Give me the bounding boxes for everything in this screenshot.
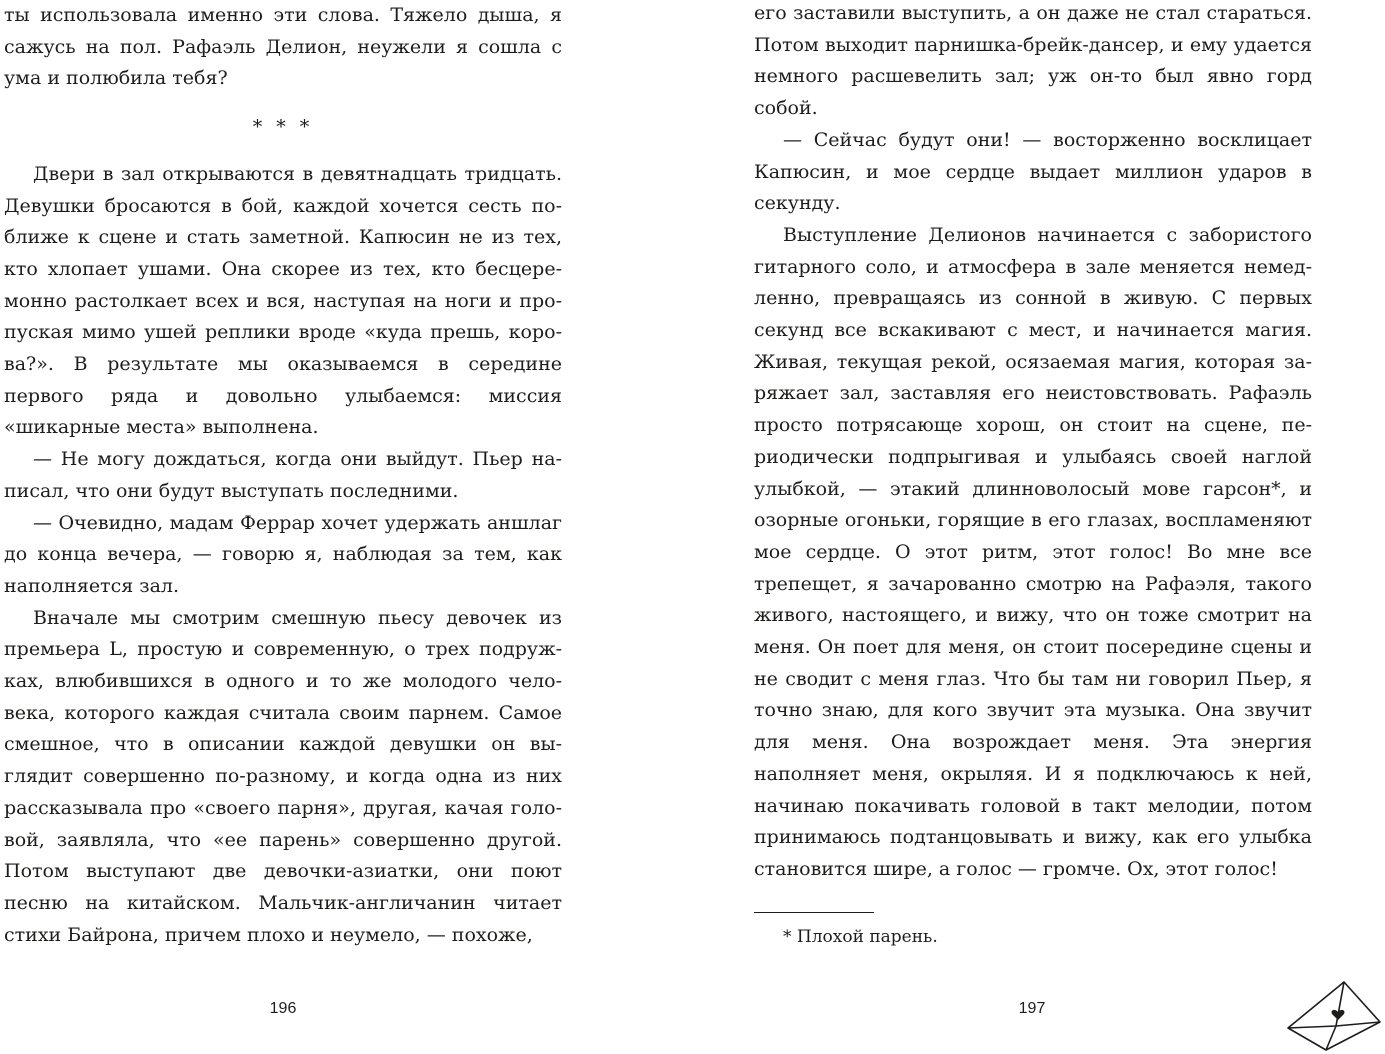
footnote: * Плохой парень. [783,927,938,947]
page-number-right: 197 [1018,1000,1046,1017]
page-number-left: 196 [269,1000,297,1017]
section-separator: * * * [252,116,314,139]
envelope-heart-icon [1286,976,1382,1054]
dialogue-paragraph: — Сейчас будут они! — восторженно восклицает Капюсин, и мое сердце выдает миллион ударов в секунду. [754,128,1312,215]
paragraph: Вначале мы смотрим смешную пьесу девочек из премьера L, простую и современную, о трех подружках, влюбившихся в одного и то же молодого человека, которого каждая считала своим парнем. Самое смешное, что в описании каждой девушки он выглядит совершенно по-разному, и когда одна из них рассказывала про «своего парня», другая, качая головой, заявляла, что «ее парень» совершенно другой. Потом выступают две девочки-азиатки, они поют песню на китайском. Мальчик-англичанин читает стихи Байрона, причем плохо и неумело, — похоже, [4,606,562,946]
left-page-text [4,0,562,951]
right-page-text [754,0,1312,886]
footnote-divider [754,912,874,913]
dialogue-paragraph: — Не могу дождаться, когда они выйдут. Пьер написал, что они будут выступать последними. [4,448,562,502]
paragraph: Двери в зал открываются в девятнадцать тридцать. Девушки бросаются в бой, каждой хочется сесть поближе к сцене и стать заметной. Капюсин не из тех, кто хлопает ушами. Она скорее из тех, кто бесцеремонно растолкает всех и вся, наступая на ноги и пропуская мимо ушей реплики вроде «куда прешь, корова?». В результате мы оказываемся в середине первого ряда и довольно улыбаемся: миссия «шикарные места» выполнена. [4,162,562,439]
paragraph: ты использовала именно эти слова. Тяжело дыша, я сажусь на пол. Рафаэль Делион, неужели я сошла с ума и полюбила тебя? [4,4,562,90]
paragraph: Выступление Делионов начинается с забористого гитарного соло, и атмосфера в зале меняется немедленно, превращаясь из сонной в живую. С первых секунд все вскакивают с мест, и начинается магия. Живая, текущая рекой, осязаемая магия, которая заряжает зал, заставляя его неистовствовать. Рафаэль просто потрясающе хорош, он стоит на сцене, периодически подпрыгивая и улыбаясь своей наглой улыбкой, — этакий длинноволосый мове гарсон*, и озорные огоньки, горящие в его глазах, воспламеняют мое сердце. О этот ритм, этот голос! Во мне все трепещет, я зачарованно смотрю на Рафаэля, такого живого, настоящего, и вижу, что он тоже смотрит на меня. Он поет для меня, он стоит посередине сцены и не сводит с меня глаз. Что бы там ни говорил Пьер, я точно знаю, для кого звучит эта музыка. Она звучит для меня. Она возрождает меня. Эта энергия наполняет меня, окрыляя. И я подключаюсь к ней, начинаю покачивать головой в такт мелодии, потом принимаюсь подтанцовывать и вижу, как его улыбка становится шире, а голос — громче. Ох, этот голос! [754,223,1312,880]
dialogue-paragraph: — Очевидно, мадам Феррар хочет удержать аншлаг до конца вечера, — говорю я, наблюдая за тем, как наполняется зал. [4,511,562,597]
paragraph: его заставили выступить, а он даже не стал стараться. Потом выходит парнишка-брейк-дансер, и ему удается немного расшевелить зал; уж он-то был явно горд собой. [754,2,1312,120]
